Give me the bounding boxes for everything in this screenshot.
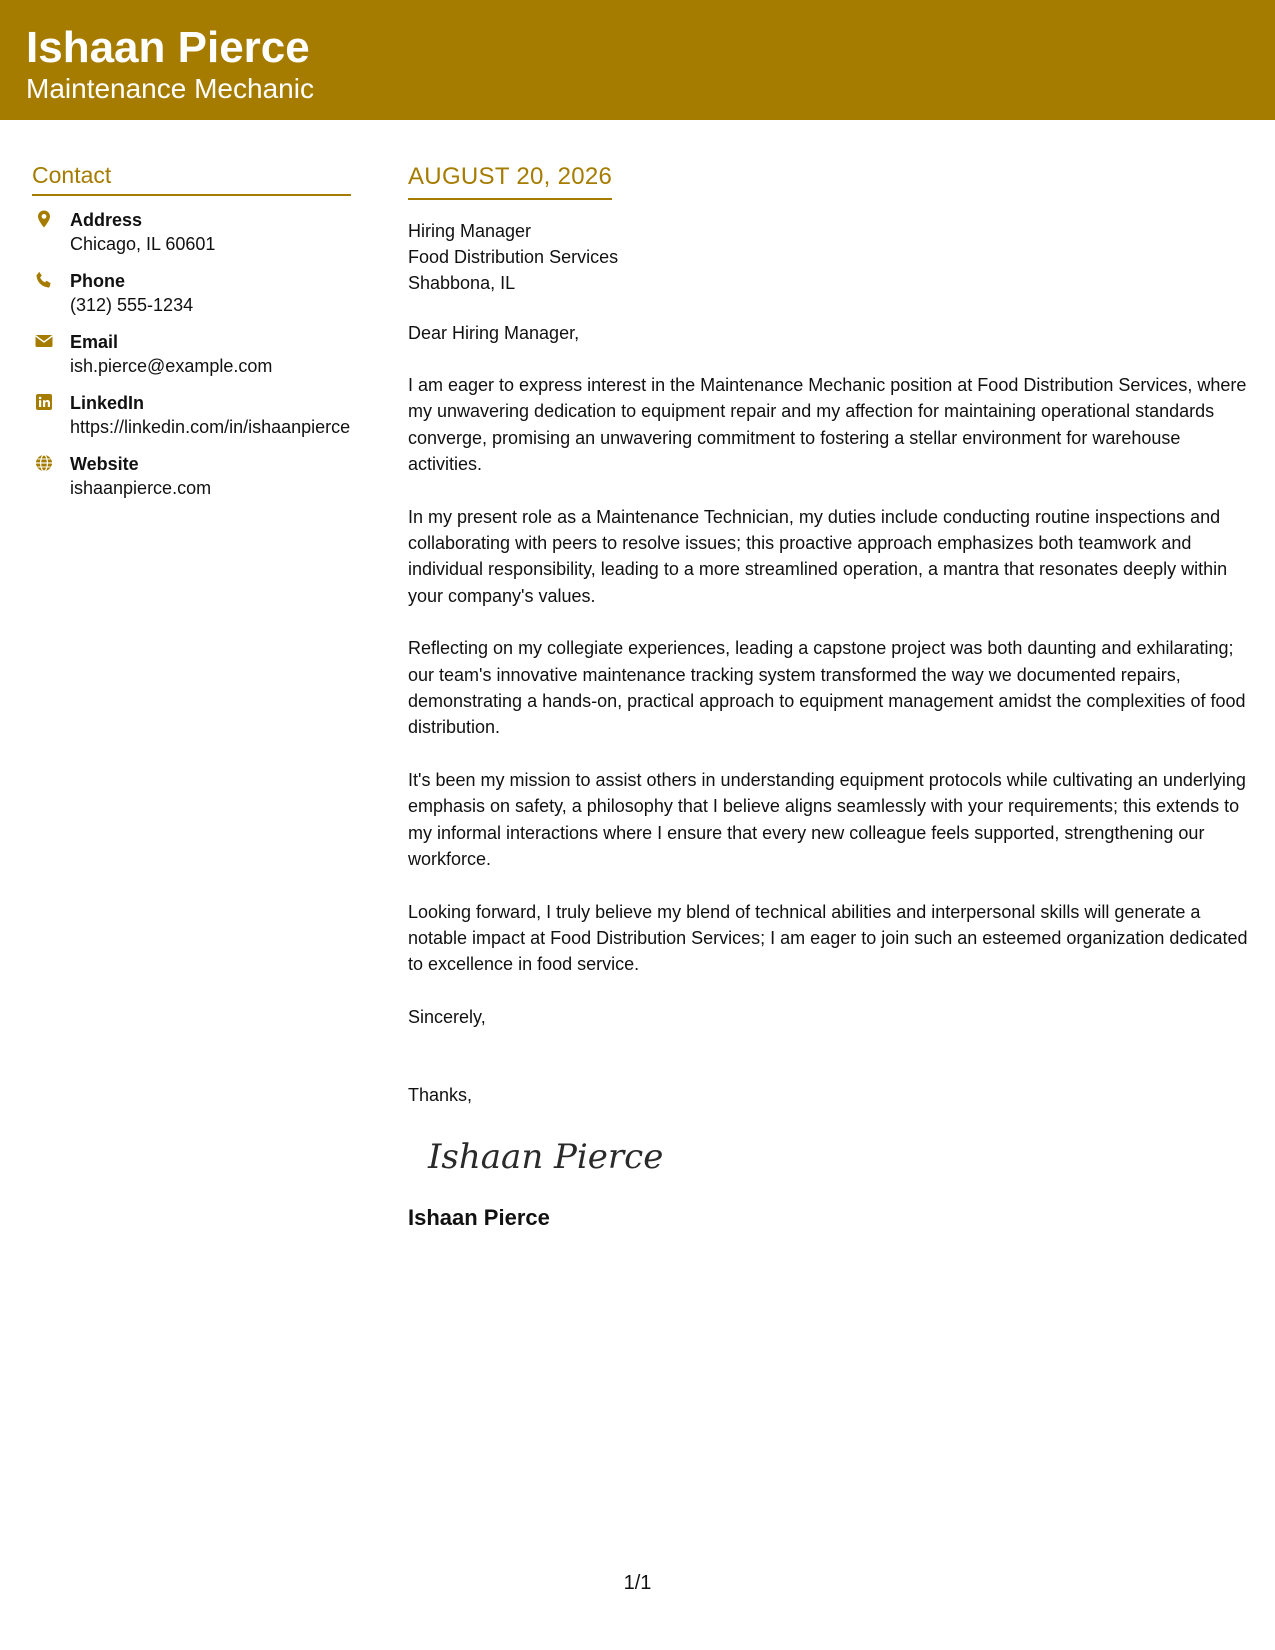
contact-value: Chicago, IL 60601 xyxy=(70,234,216,254)
contact-item-linkedin xyxy=(32,391,351,440)
recipient-line: Food Distribution Services xyxy=(408,247,619,267)
phone-icon xyxy=(34,270,54,290)
envelope-icon xyxy=(34,331,54,351)
page-number: 1/1 xyxy=(623,1572,652,1594)
contact-value: ish.pierce@example.com xyxy=(70,356,273,376)
contact-label: LinkedIn xyxy=(70,393,145,413)
contact-value: https://linkedin.com/in/ishaanpierce xyxy=(70,417,351,437)
handwritten-signature xyxy=(426,1126,666,1186)
applicant-name: Ishaan Pierce xyxy=(26,23,310,72)
greeting: Dear Hiring Manager, xyxy=(408,323,580,343)
letter-paragraph: Reflecting on my collegiate experiences, leading a capstone project was both daunting and exhilarating; our team's innovative maintenance tracking system transformed the way we documented repairs, demonstrating a hands-on, practical approach to equipment management amidst the complexities of food distribution. xyxy=(408,638,1246,738)
signature-text: Ishaan Pierce xyxy=(428,1136,664,1177)
recipient-line: Shabbona, IL xyxy=(408,273,516,293)
contact-item-email xyxy=(32,330,351,379)
map-pin-icon xyxy=(34,209,54,229)
applicant-role: Maintenance Mechanic xyxy=(26,73,314,104)
letter-date: AUGUST 20, 2026 xyxy=(408,162,612,200)
header-banner xyxy=(0,0,1275,120)
contact-heading: Contact xyxy=(32,160,351,196)
contact-sidebar xyxy=(32,160,351,513)
letter-paragraph: Looking forward, I truly believe my blend of technical abilities and interpersonal skills will generate a notable impact at Food Distribution Services; I am eager to join such an esteemed organization dedicated to excellence in food service. xyxy=(408,901,1248,975)
linkedin-icon xyxy=(34,392,54,412)
letter-body xyxy=(408,162,1253,1232)
contact-label: Email xyxy=(70,332,119,352)
closing: Sincerely, xyxy=(408,1006,486,1027)
contact-item-website xyxy=(32,452,351,501)
signed-name: Ishaan Pierce xyxy=(408,1204,550,1230)
thanks-line: Thanks, xyxy=(408,1084,473,1105)
contact-value: ishaanpierce.com xyxy=(70,478,212,498)
recipient-line: Hiring Manager xyxy=(408,221,532,241)
contact-label: Address xyxy=(70,210,143,230)
globe-icon xyxy=(34,453,54,473)
contact-value: (312) 555-1234 xyxy=(70,295,194,315)
contact-label: Website xyxy=(70,454,139,474)
recipient-block xyxy=(408,218,1253,296)
contact-label: Phone xyxy=(70,271,126,291)
letter-paragraph: In my present role as a Maintenance Technician, my duties include conducting routine inspections and collaborating with peers to resolve issues; this proactive approach emphasizes both teamwork and individual responsibility, leading to a more streamlined operation, a mantra that resonates deeply within your company's values. xyxy=(408,506,1228,606)
contact-item-phone xyxy=(32,269,351,318)
letter-paragraph: It's been my mission to assist others in understanding equipment protocols while cultivating an underlying emphasis on safety, a philosophy that I believe aligns seamlessly with your requirements; this extends to my informal interactions where I ensure that every new colleague feels supported, strengthening our workforce. xyxy=(408,769,1246,870)
contact-item-address xyxy=(32,208,351,257)
letter-paragraph: I am eager to express interest in the Maintenance Mechanic position at Food Distribution Services, where my unwavering dedication to equipment repair and my affection for maintaining operational standards converge, promising an unwavering commitment to fostering a stellar environment for warehouse activities. xyxy=(408,375,1247,475)
